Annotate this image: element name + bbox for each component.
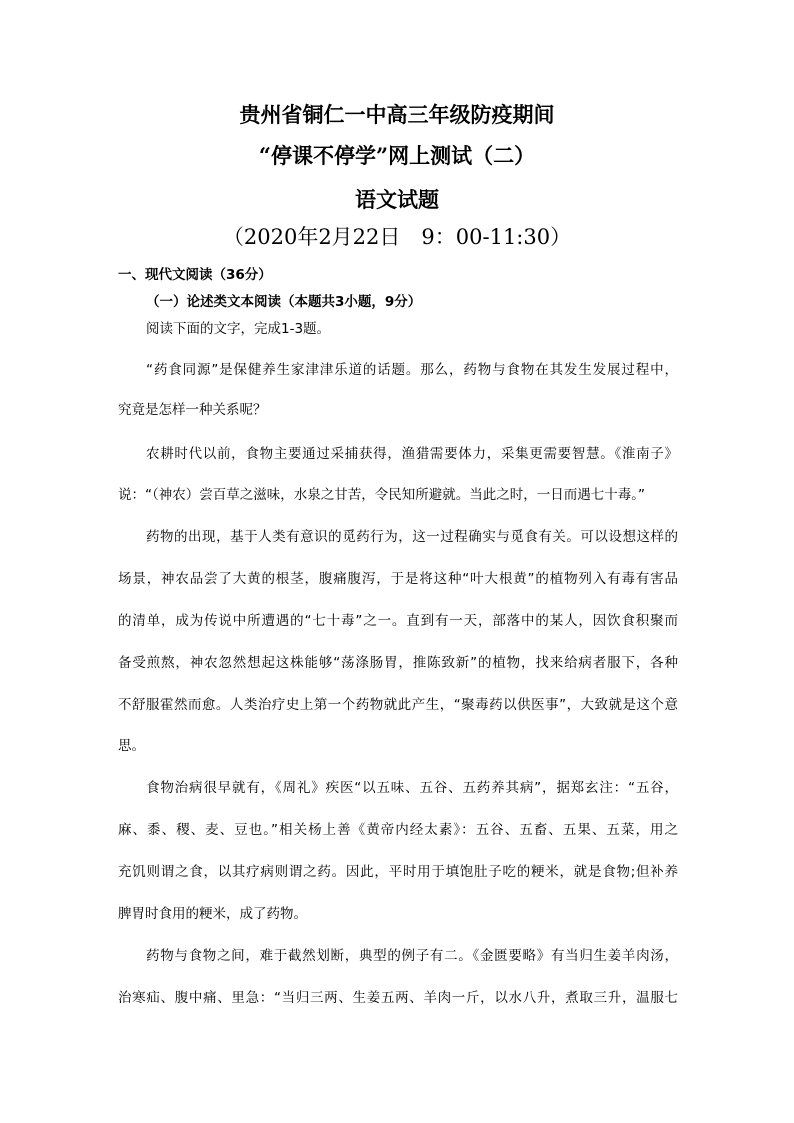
section-heading: 一、现代文阅读（36分） <box>118 267 272 283</box>
paragraph-line: 的清单，成为传说中所遭遇的“七十毒”之一。直到有一天，部落中的某人，因饮食积聚而 <box>118 613 678 629</box>
paragraph-line: 说：“（神农）尝百草之滋味，水泉之甘苦，令民知所避就。当此之时，一日而遇七十毒。” <box>118 487 645 503</box>
subject-title: 语文试题 <box>355 187 439 212</box>
paragraph-line: 思。 <box>118 738 145 754</box>
paragraph-line: 治寒疝、腹中痛、里急：“当归三两、生姜五两、羊肉一斤，以水八升，煮取三升，温服七 <box>118 990 678 1006</box>
paragraph-line: 农耕时代以前，食物主要通过采捕获得，渔猎需要体力，采集更需要智慧。《淮南子》 <box>146 446 678 462</box>
reading-instruction: 阅读下面的文字，完成1-3题。 <box>146 321 331 337</box>
paragraph-line: 食物治病很早就有，《周礼》疾医“以五味、五谷、五药养其病”，据郑玄注：“五谷， <box>146 780 678 796</box>
paragraph-line: 场景，神农品尝了大黄的根茎，腹痛腹泻，于是将这种“叶大根黄”的植物列入有毒有害品 <box>118 571 678 587</box>
paragraph-line: 药物的出现，基于人类有意识的觅药行为，这一过程确实与觅食有关。可以设想这样的 <box>146 529 678 545</box>
paragraph-line: 药物与食物之间，难于截然划断，典型的例子有二。《金匮要略》有当归生姜羊肉汤， <box>146 948 678 964</box>
paragraph-line: 麻、黍、稷、麦、豆也。”相关杨上善《黄帝内经太素》：五谷、五畜、五果、五菜，用之 <box>118 822 678 838</box>
exam-subtitle: “停课不停学”网上测试（二） <box>258 143 536 168</box>
subsection-heading: （一）论述类文本阅读（本题共3小题，9分） <box>146 294 422 310</box>
paragraph-line: 备受煎熬，神农忽然想起这株能够“荡涤肠胃，推陈致新”的植物，找来给病者服下，各种 <box>118 655 678 671</box>
paragraph-line: 脾胃时食用的粳米，成了药物。 <box>118 906 307 922</box>
exam-date-time: （2020年2月22日 9：00-11:30） <box>222 225 572 249</box>
paragraph-line: 究竟是怎样一种关系呢？ <box>118 402 267 418</box>
paragraph-line: “药食同源”是保健养生家津津乐道的话题。那么，药物与食物在其发生发展过程中， <box>146 362 678 378</box>
paragraph-line: 充饥则谓之食，以其疗病则谓之药。因此，平时用于填饱肚子吃的粳米，就是食物;但补养 <box>118 864 678 880</box>
paragraph-line: 不舒服霍然而愈。人类治疗史上第一个药物就此产生，“聚毒药以供医事”，大致就是这个意 <box>118 697 678 713</box>
exam-title: 贵州省铜仁一中高三年级防疫期间 <box>239 102 555 127</box>
